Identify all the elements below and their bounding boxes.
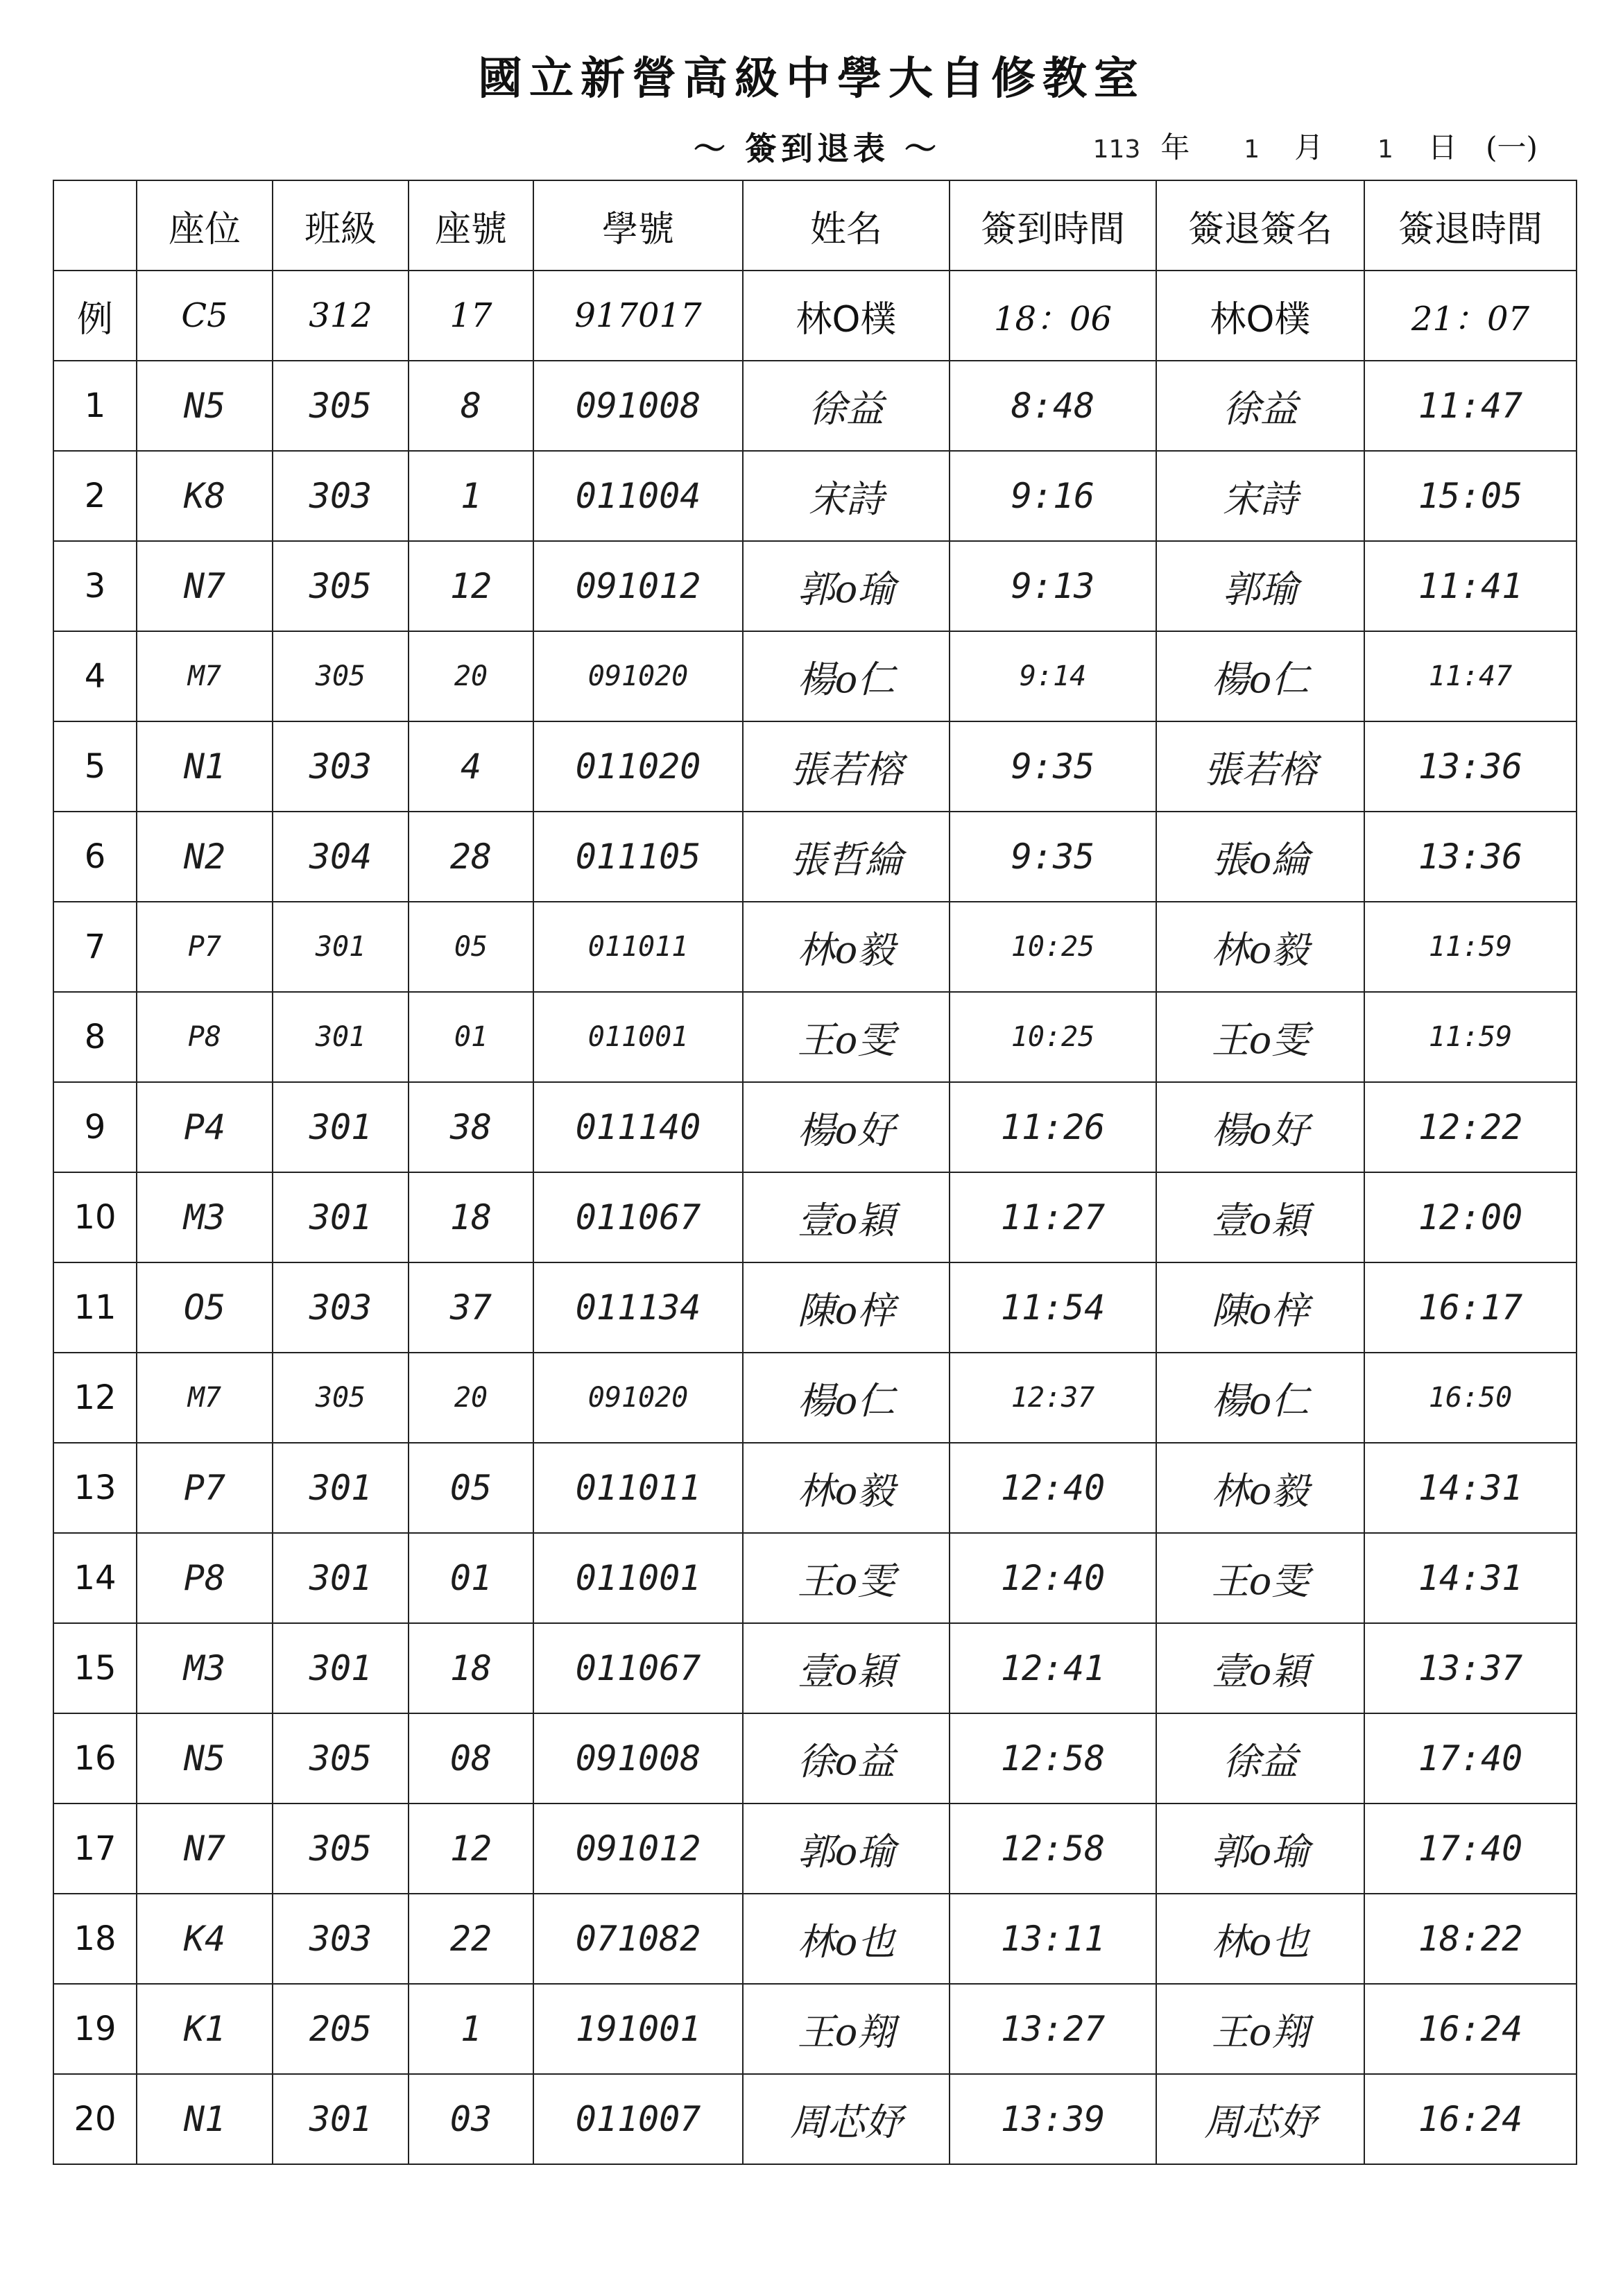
date-weekday: (一) bbox=[1486, 130, 1538, 164]
seat-cell: N5 bbox=[137, 1713, 273, 1804]
header-row bbox=[53, 180, 1577, 271]
date-year: 113 bbox=[1092, 135, 1141, 164]
sign-in-time-cell: 13:11 bbox=[950, 1894, 1156, 1984]
seat-cell: N7 bbox=[137, 1804, 273, 1894]
seat-cell: N7 bbox=[137, 541, 273, 631]
seat-cell: K1 bbox=[137, 1984, 273, 2074]
table-row bbox=[53, 1894, 1577, 1984]
class-cell: 312 bbox=[273, 271, 409, 361]
table-row bbox=[53, 992, 1577, 1082]
student-id-cell: 011067 bbox=[533, 1623, 743, 1713]
seat-number-cell: 05 bbox=[409, 902, 533, 992]
sign-out-signature-cell: 楊o仁 bbox=[1156, 1353, 1364, 1443]
row-number: 17 bbox=[53, 1804, 137, 1894]
seat-number-cell: 18 bbox=[409, 1623, 533, 1713]
student-id-cell: 091020 bbox=[533, 631, 743, 721]
table-row bbox=[53, 902, 1577, 992]
class-cell: 303 bbox=[273, 1262, 409, 1353]
seat-cell: P7 bbox=[137, 1443, 273, 1533]
sign-out-time-cell: 11:47 bbox=[1364, 361, 1577, 451]
sign-out-time-cell: 16:17 bbox=[1364, 1262, 1577, 1353]
seat-cell: P4 bbox=[137, 1082, 273, 1172]
table-row bbox=[53, 1804, 1577, 1894]
sign-out-signature-cell: 林o毅 bbox=[1156, 902, 1364, 992]
sign-out-time-cell: 15:05 bbox=[1364, 451, 1577, 541]
student-id-cell: 091008 bbox=[533, 361, 743, 451]
col-name-header: 姓名 bbox=[743, 180, 950, 271]
student-id-cell: 011140 bbox=[533, 1082, 743, 1172]
row-number: 3 bbox=[53, 541, 137, 631]
sign-out-time-cell: 12:00 bbox=[1364, 1172, 1577, 1262]
table-row bbox=[53, 1713, 1577, 1804]
sign-in-time-cell: 10:25 bbox=[950, 992, 1156, 1082]
name-cell: 宋詩 bbox=[743, 451, 950, 541]
student-id-cell: 011004 bbox=[533, 451, 743, 541]
class-cell: 303 bbox=[273, 721, 409, 812]
name-cell: 王o雯 bbox=[743, 1533, 950, 1623]
student-id-cell: 011001 bbox=[533, 1533, 743, 1623]
seat-cell: C5 bbox=[137, 271, 273, 361]
col-sign-in-time-header: 簽到時間 bbox=[950, 180, 1156, 271]
seat-cell: N1 bbox=[137, 2074, 273, 2164]
name-cell: 楊o仁 bbox=[743, 631, 950, 721]
name-cell: 楊o仁 bbox=[743, 1353, 950, 1443]
student-id-cell: 917017 bbox=[533, 271, 743, 361]
sign-in-time-cell: 11:27 bbox=[950, 1172, 1156, 1262]
seat-cell: P8 bbox=[137, 992, 273, 1082]
name-cell: 壹o穎 bbox=[743, 1623, 950, 1713]
date-day-label: 日 bbox=[1427, 130, 1457, 164]
row-number: 10 bbox=[53, 1172, 137, 1262]
sign-in-time-cell: 12:58 bbox=[950, 1804, 1156, 1894]
row-number: 18 bbox=[53, 1894, 137, 1984]
sign-out-time-cell: 14:31 bbox=[1364, 1533, 1577, 1623]
student-id-cell: 011011 bbox=[533, 902, 743, 992]
class-cell: 205 bbox=[273, 1984, 409, 2074]
seat-cell: K8 bbox=[137, 451, 273, 541]
seat-cell: P7 bbox=[137, 902, 273, 992]
sign-in-time-cell: 12:41 bbox=[950, 1623, 1156, 1713]
student-id-cell: 011105 bbox=[533, 812, 743, 902]
sign-out-signature-cell: 王o雯 bbox=[1156, 1533, 1364, 1623]
name-cell: 王o雯 bbox=[743, 992, 950, 1082]
sign-out-signature-cell: 壹o穎 bbox=[1156, 1623, 1364, 1713]
sign-out-signature-cell: 徐益 bbox=[1156, 361, 1364, 451]
seat-number-cell: 28 bbox=[409, 812, 533, 902]
name-cell: 郭o瑜 bbox=[743, 1804, 950, 1894]
seat-number-cell: 08 bbox=[409, 1713, 533, 1804]
sign-in-time-cell: 9:35 bbox=[950, 721, 1156, 812]
row-number: 7 bbox=[53, 902, 137, 992]
seat-number-cell: 22 bbox=[409, 1894, 533, 1984]
name-cell: 徐益 bbox=[743, 361, 950, 451]
student-id-cell: 011067 bbox=[533, 1172, 743, 1262]
sign-out-time-cell: 13:37 bbox=[1364, 1623, 1577, 1713]
sign-out-signature-cell: 林o毅 bbox=[1156, 1443, 1364, 1533]
sign-in-time-cell: 9:14 bbox=[950, 631, 1156, 721]
student-id-cell: 091008 bbox=[533, 1713, 743, 1804]
class-cell: 301 bbox=[273, 902, 409, 992]
table-row bbox=[53, 1082, 1577, 1172]
seat-cell: M3 bbox=[137, 1172, 273, 1262]
sign-in-time-cell: 12:37 bbox=[950, 1353, 1156, 1443]
sign-in-time-cell: 9:13 bbox=[950, 541, 1156, 631]
table-row bbox=[53, 1353, 1577, 1443]
table-row bbox=[53, 1262, 1577, 1353]
seat-number-cell: 12 bbox=[409, 1804, 533, 1894]
seat-cell: M7 bbox=[137, 631, 273, 721]
name-cell: 林o也 bbox=[743, 1894, 950, 1984]
date-month: 1 bbox=[1244, 135, 1260, 164]
sign-out-signature-cell: 楊o仁 bbox=[1156, 631, 1364, 721]
example-row bbox=[53, 271, 1577, 361]
class-cell: 301 bbox=[273, 1172, 409, 1262]
name-cell: 徐o益 bbox=[743, 1713, 950, 1804]
row-number: 4 bbox=[53, 631, 137, 721]
seat-cell: P8 bbox=[137, 1533, 273, 1623]
sign-in-table bbox=[53, 180, 1577, 2165]
table-row bbox=[53, 1443, 1577, 1533]
sign-in-time-cell: 8:48 bbox=[950, 361, 1156, 451]
seat-number-cell: 37 bbox=[409, 1262, 533, 1353]
sign-in-time-cell: 13:27 bbox=[950, 1984, 1156, 2074]
seat-cell: M3 bbox=[137, 1623, 273, 1713]
table-row bbox=[53, 1984, 1577, 2074]
row-number: 13 bbox=[53, 1443, 137, 1533]
class-cell: 305 bbox=[273, 1353, 409, 1443]
table-body bbox=[53, 271, 1577, 2164]
class-cell: 305 bbox=[273, 631, 409, 721]
col-class-header: 班級 bbox=[273, 180, 409, 271]
table-row bbox=[53, 1172, 1577, 1262]
col-sign-out-signature-header: 簽退簽名 bbox=[1156, 180, 1364, 271]
name-cell: 周芯妤 bbox=[743, 2074, 950, 2164]
date-month-label: 月 bbox=[1294, 130, 1324, 164]
row-number: 6 bbox=[53, 812, 137, 902]
student-id-cell: 011001 bbox=[533, 992, 743, 1082]
class-cell: 305 bbox=[273, 1713, 409, 1804]
table-row bbox=[53, 451, 1577, 541]
sign-out-signature-cell: 王o翔 bbox=[1156, 1984, 1364, 2074]
sign-out-signature-cell: 郭o瑜 bbox=[1156, 1804, 1364, 1894]
class-cell: 305 bbox=[273, 1804, 409, 1894]
col-sign-out-time-header: 簽退時間 bbox=[1364, 180, 1577, 271]
name-cell: 壹o穎 bbox=[743, 1172, 950, 1262]
student-id-cell: 091012 bbox=[533, 1804, 743, 1894]
name-cell: 王o翔 bbox=[743, 1984, 950, 2074]
student-id-cell: 191001 bbox=[533, 1984, 743, 2074]
row-number: 12 bbox=[53, 1353, 137, 1443]
col-seat-header: 座位 bbox=[137, 180, 273, 271]
sign-out-signature-cell: 宋詩 bbox=[1156, 451, 1364, 541]
sign-out-time-cell: 14:31 bbox=[1364, 1443, 1577, 1533]
sign-out-time-cell: 11:47 bbox=[1364, 631, 1577, 721]
student-id-cell: 011011 bbox=[533, 1443, 743, 1533]
page-title: 國立新營高級中學大自修教室 bbox=[478, 53, 1145, 105]
name-cell: 陳o梓 bbox=[743, 1262, 950, 1353]
sign-out-time-cell: 11:59 bbox=[1364, 902, 1577, 992]
row-number: 2 bbox=[53, 451, 137, 541]
table-row bbox=[53, 812, 1577, 902]
table-row bbox=[53, 361, 1577, 451]
class-cell: 304 bbox=[273, 812, 409, 902]
seat-number-cell: 8 bbox=[409, 361, 533, 451]
student-id-cell: 071082 bbox=[533, 1894, 743, 1984]
sign-out-time-cell: 11:59 bbox=[1364, 992, 1577, 1082]
row-number: 16 bbox=[53, 1713, 137, 1804]
student-id-cell: 091020 bbox=[533, 1353, 743, 1443]
row-number: 5 bbox=[53, 721, 137, 812]
name-cell: 張哲綸 bbox=[743, 812, 950, 902]
student-id-cell: 011007 bbox=[533, 2074, 743, 2164]
student-id-cell: 091012 bbox=[533, 541, 743, 631]
sign-out-time-cell: 17:40 bbox=[1364, 1804, 1577, 1894]
sign-out-time-cell: 13:36 bbox=[1364, 812, 1577, 902]
student-id-cell: 011134 bbox=[533, 1262, 743, 1353]
class-cell: 301 bbox=[273, 2074, 409, 2164]
sign-in-time-cell: 11:54 bbox=[950, 1262, 1156, 1353]
class-cell: 305 bbox=[273, 361, 409, 451]
seat-number-cell: 12 bbox=[409, 541, 533, 631]
sign-out-signature-cell: 壹o穎 bbox=[1156, 1172, 1364, 1262]
sign-out-time-cell: 16:24 bbox=[1364, 1984, 1577, 2074]
sign-out-signature-cell: 林O樸 bbox=[1156, 271, 1364, 361]
sign-out-time-cell: 18:22 bbox=[1364, 1894, 1577, 1984]
row-number: 14 bbox=[53, 1533, 137, 1623]
col-blank-header bbox=[53, 180, 137, 271]
sign-out-signature-cell: 周芯妤 bbox=[1156, 2074, 1364, 2164]
sign-in-time-cell: 12:40 bbox=[950, 1443, 1156, 1533]
sign-in-time-cell: 18：06 bbox=[950, 271, 1156, 361]
sign-out-time-cell: 16:24 bbox=[1364, 2074, 1577, 2164]
sign-out-time-cell: 16:50 bbox=[1364, 1353, 1577, 1443]
table-row bbox=[53, 1533, 1577, 1623]
sign-out-signature-cell: 張若榕 bbox=[1156, 721, 1364, 812]
seat-number-cell: 1 bbox=[409, 1984, 533, 2074]
sign-out-signature-cell: 徐益 bbox=[1156, 1713, 1364, 1804]
seat-number-cell: 01 bbox=[409, 992, 533, 1082]
name-cell: 林o毅 bbox=[743, 1443, 950, 1533]
seat-number-cell: 20 bbox=[409, 1353, 533, 1443]
name-cell: 郭o瑜 bbox=[743, 541, 950, 631]
class-cell: 301 bbox=[273, 1082, 409, 1172]
seat-number-cell: 1 bbox=[409, 451, 533, 541]
row-number: 11 bbox=[53, 1262, 137, 1353]
class-cell: 301 bbox=[273, 1623, 409, 1713]
seat-number-cell: 03 bbox=[409, 2074, 533, 2164]
sign-in-time-cell: 9:35 bbox=[950, 812, 1156, 902]
class-cell: 303 bbox=[273, 1894, 409, 1984]
class-cell: 301 bbox=[273, 1443, 409, 1533]
seat-cell: O5 bbox=[137, 1262, 273, 1353]
sign-out-signature-cell: 張o綸 bbox=[1156, 812, 1364, 902]
sign-out-time-cell: 17:40 bbox=[1364, 1713, 1577, 1804]
seat-cell: N1 bbox=[137, 721, 273, 812]
row-number: 20 bbox=[53, 2074, 137, 2164]
sign-out-signature-cell: 陳o梓 bbox=[1156, 1262, 1364, 1353]
name-cell: 林o毅 bbox=[743, 902, 950, 992]
sign-in-time-cell: 10:25 bbox=[950, 902, 1156, 992]
table-row bbox=[53, 2074, 1577, 2164]
col-seat-number-header: 座號 bbox=[409, 180, 533, 271]
row-number: 9 bbox=[53, 1082, 137, 1172]
row-number: 8 bbox=[53, 992, 137, 1082]
sign-out-time-cell: 12:22 bbox=[1364, 1082, 1577, 1172]
seat-cell: M7 bbox=[137, 1353, 273, 1443]
sign-out-signature-cell: 王o雯 bbox=[1156, 992, 1364, 1082]
table-row bbox=[53, 1623, 1577, 1713]
class-cell: 301 bbox=[273, 992, 409, 1082]
col-student-id-header: 學號 bbox=[533, 180, 743, 271]
seat-number-cell: 4 bbox=[409, 721, 533, 812]
sign-in-time-cell: 12:40 bbox=[950, 1533, 1156, 1623]
name-cell: 林O樸 bbox=[743, 271, 950, 361]
row-number: 1 bbox=[53, 361, 137, 451]
seat-number-cell: 20 bbox=[409, 631, 533, 721]
sign-out-signature-cell: 楊o好 bbox=[1156, 1082, 1364, 1172]
sign-in-time-cell: 13:39 bbox=[950, 2074, 1156, 2164]
class-cell: 303 bbox=[273, 451, 409, 541]
seat-number-cell: 17 bbox=[409, 271, 533, 361]
table-row bbox=[53, 631, 1577, 721]
row-number: 例 bbox=[53, 271, 137, 361]
date-line bbox=[1082, 125, 1538, 166]
sign-out-signature-cell: 林o也 bbox=[1156, 1894, 1364, 1984]
seat-number-cell: 05 bbox=[409, 1443, 533, 1533]
date-year-label: 年 bbox=[1160, 130, 1190, 164]
seat-number-cell: 18 bbox=[409, 1172, 533, 1262]
subtitle: ～ 簽到退表 ～ bbox=[694, 130, 941, 167]
sign-out-time-cell: 11:41 bbox=[1364, 541, 1577, 631]
table-row bbox=[53, 541, 1577, 631]
sign-in-time-cell: 11:26 bbox=[950, 1082, 1156, 1172]
row-number: 15 bbox=[53, 1623, 137, 1713]
name-cell: 楊o好 bbox=[743, 1082, 950, 1172]
name-cell: 張若榕 bbox=[743, 721, 950, 812]
sign-in-time-cell: 12:58 bbox=[950, 1713, 1156, 1804]
seat-cell: N2 bbox=[137, 812, 273, 902]
sign-in-time-cell: 9:16 bbox=[950, 451, 1156, 541]
class-cell: 305 bbox=[273, 541, 409, 631]
row-number: 19 bbox=[53, 1984, 137, 2074]
seat-number-cell: 01 bbox=[409, 1533, 533, 1623]
student-id-cell: 011020 bbox=[533, 721, 743, 812]
seat-number-cell: 38 bbox=[409, 1082, 533, 1172]
class-cell: 301 bbox=[273, 1533, 409, 1623]
date-day: 1 bbox=[1377, 135, 1393, 164]
sign-out-signature-cell: 郭瑜 bbox=[1156, 541, 1364, 631]
sign-out-time-cell: 13:36 bbox=[1364, 721, 1577, 812]
seat-cell: N5 bbox=[137, 361, 273, 451]
seat-cell: K4 bbox=[137, 1894, 273, 1984]
table-row bbox=[53, 721, 1577, 812]
sign-out-time-cell: 21：07 bbox=[1364, 271, 1577, 361]
